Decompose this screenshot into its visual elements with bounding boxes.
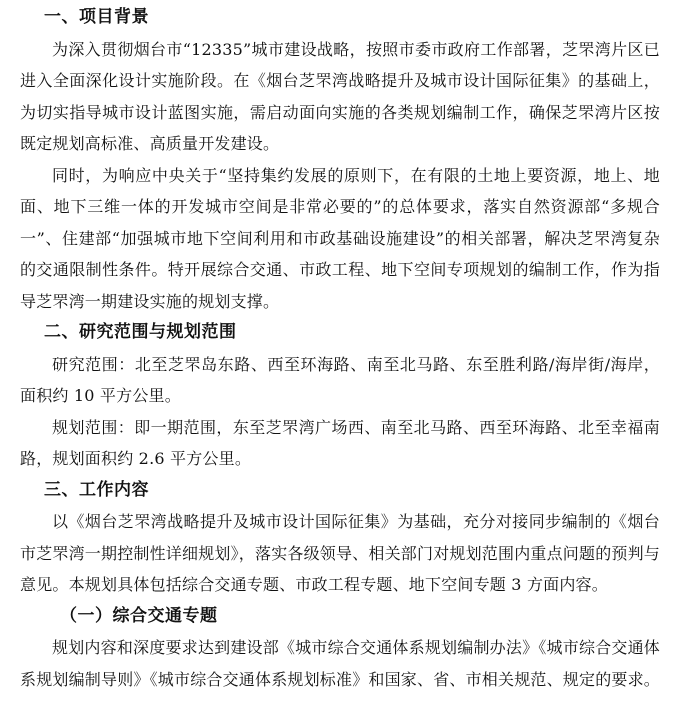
paragraph: 以《烟台芝罘湾战略提升及城市设计国际征集》为基础，充分对接同步编制的《烟台市芝罘湾一期控制性详细规划》，落实各级领导、相关部门对规划范围内重点问题的预判与意见。本规划具体包括综合交通专题、市政工程专题、地下空间专题 3 方面内容。 <box>20 512 661 594</box>
section-heading-background: 一、项目背景 <box>44 7 149 27</box>
document-page <box>20 2 660 695</box>
paragraph: 规划内容和深度要求达到建设部《城市综合交通体系规划编制办法》《城市综合交通体系规划编制导则》《城市综合交通体系规划标准》和国家、省、市相关规范、规定的要求。 <box>20 638 661 689</box>
section-heading-work: 三、工作内容 <box>44 479 149 500</box>
paragraph: 为深入贯彻烟台市“12335”城市建设战略，按照市委市政府工作部署，芝罘湾片区已进入全面深化设计实施阶段。在《烟台芝罘湾战略提升及城市设计国际征集》的基础上，为切实指导城市设计蓝图实施，需启动面向实施的各类规划编制工作，确保芝罘湾片区按既定规划高标准、高质量开发建设。 <box>20 39 660 153</box>
subsection-heading-transport: （一）综合交通专题 <box>60 605 218 626</box>
section-heading-scope: 二、研究范围与规划范围 <box>44 322 237 342</box>
paragraph: 规划范围：即一期范围，东至芝罘湾广场西、南至北马路、西至环海路、北至幸福南路，规划面积约 2.6 平方公里。 <box>20 417 660 468</box>
paragraph: 同时，为响应中央关于“坚持集约发展的原则下，在有限的土地上要资源，地上、地面、地下三维一体的开发城市空间是非常必要的”的总体要求，落实自然资源部“多规合一”、住建部“加强城市地下空间利用和市政基础设施建设”的相关部署，解决芝罘湾复杂的交通限制性条件。特开展综合交通、市政工程、地下空间专项规划的编制工作，作为指导芝罘湾一期建设实施的规划支撑。 <box>20 165 660 311</box>
paragraph: 研究范围：北至芝罘岛东路、西至环海路、南至北马路、东至胜利路/海岸街/海岸，面积约 10 平方公里。 <box>20 354 660 405</box>
